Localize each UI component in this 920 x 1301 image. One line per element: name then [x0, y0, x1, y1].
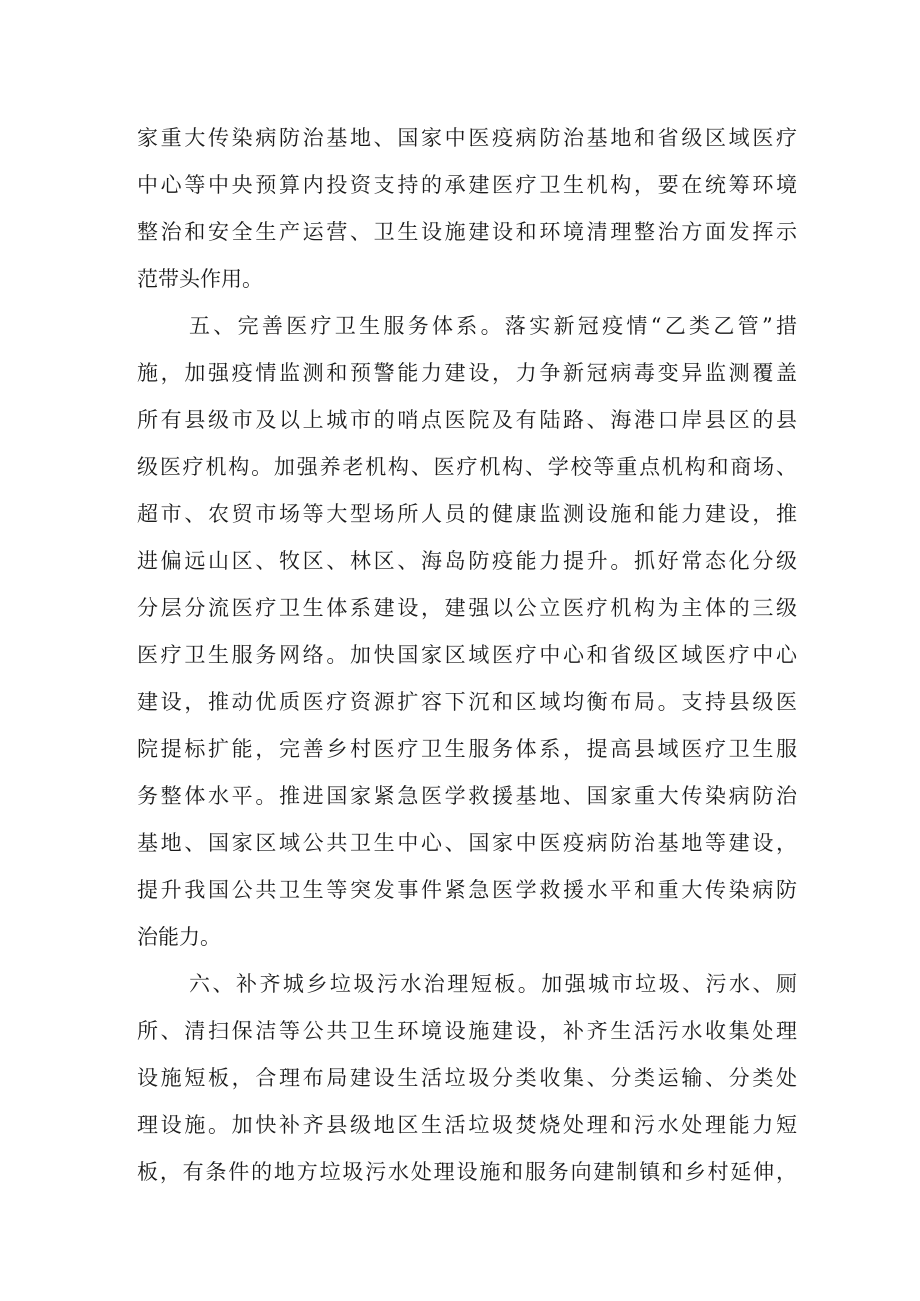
text-line: 分层分流医疗卫生体系建设，建强以公立医疗机构为主体的三级	[137, 596, 797, 620]
text-line: 板，有条件的地方垃圾污水处理设施和服务向建制镇和乡村延伸，	[137, 1160, 797, 1184]
text-line: 所、清扫保洁等公共卫生环境设施建设，补齐生活污水收集处理	[137, 1019, 797, 1043]
paragraph-heading-line: 六、补齐城乡垃圾污水治理短板。加强城市垃圾、污水、厕	[189, 972, 797, 996]
text-line: 超市、农贸市场等大型场所人员的健康监测设施和能力建设，推	[137, 502, 797, 526]
text-line: 设施短板，合理布局建设生活垃圾分类收集、分类运输、分类处	[137, 1066, 797, 1090]
text-line: 家重大传染病防治基地、国家中医疫病防治基地和省级区域医疗	[137, 126, 797, 150]
text-line: 范带头作用。	[137, 267, 263, 291]
text-line: 务整体水平。推进国家紧急医学救援基地、国家重大传染病防治	[137, 784, 797, 808]
text-line: 基地、国家区域公共卫生中心、国家中医疫病防治基地等建设，	[137, 831, 797, 855]
text-line: 医疗卫生服务网络。加快国家区域医疗中心和省级区域医疗中心	[137, 643, 797, 667]
text-line: 院提标扩能，完善乡村医疗卫生服务体系，提高县域医疗卫生服	[137, 737, 797, 761]
paragraph-waste-sewage	[137, 961, 797, 1196]
text-line: 进偏远山区、牧区、林区、海岛防疫能力提升。抓好常态化分级	[137, 549, 797, 573]
text-line: 提升我国公共卫生等突发事件紧急医学救援水平和重大传染病防	[137, 878, 797, 902]
text-line: 治能力。	[137, 925, 221, 949]
text-line: 施，加强疫情监测和预警能力建设，力争新冠病毒变异监测覆盖	[137, 361, 797, 385]
text-line: 整治和安全生产运营、卫生设施建设和环境清理整治方面发挥示	[137, 220, 797, 244]
paragraph-continued	[137, 115, 797, 303]
text-line: 建设，推动优质医疗资源扩容下沉和区域均衡布局。支持县级医	[137, 690, 797, 714]
paragraph-medical-service-system	[137, 303, 797, 961]
text-line: 中心等中央预算内投资支持的承建医疗卫生机构，要在统筹环境	[137, 173, 797, 197]
paragraph-heading-line: 五、完善医疗卫生服务体系。落实新冠疫情“乙类乙管”措	[189, 314, 797, 338]
text-line: 所有县级市及以上城市的哨点医院及有陆路、海港口岸县区的县	[137, 408, 797, 432]
text-line: 理设施。加快补齐县级地区生活垃圾焚烧处理和污水处理能力短	[137, 1113, 797, 1137]
text-line: 级医疗机构。加强养老机构、医疗机构、学校等重点机构和商场、	[137, 455, 797, 479]
document-body	[137, 115, 797, 1196]
